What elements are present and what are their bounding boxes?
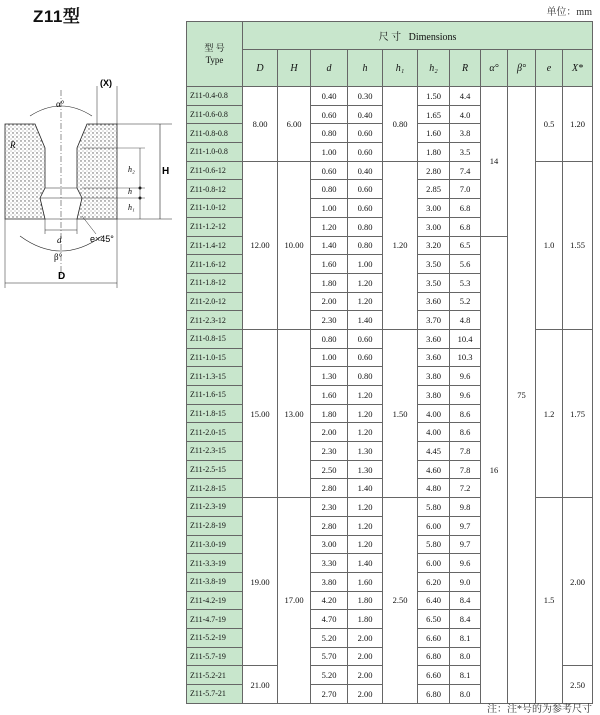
cell-d: 4.70 [311,610,348,629]
cell-R: 8.4 [450,610,481,629]
type-header: 型 号 Type [187,22,243,87]
type-cell: Z11-1.3-15 [187,367,243,386]
cell-d: 1.00 [311,199,348,218]
cell-d: 0.80 [311,180,348,199]
cell-R: 7.4 [450,161,481,180]
cell-h: 0.40 [348,161,383,180]
cell-h2: 6.40 [418,591,450,610]
type-cell: Z11-1.2-12 [187,217,243,236]
col-header: D [243,50,278,87]
cell-h: 2.00 [348,685,383,704]
cell-R: 8.6 [450,423,481,442]
cell-d: 1.80 [311,404,348,423]
type-cell: Z11-2.3-15 [187,442,243,461]
cell-h: 1.20 [348,292,383,311]
cell-R: 9.6 [450,554,481,573]
beta-label: β° [54,252,63,262]
cell-alpha: 16 [481,236,508,703]
page-title: Z11型 [33,7,81,26]
type-cell: Z11-3.0-19 [187,535,243,554]
cell-h: 1.20 [348,386,383,405]
cell-h2: 5.80 [418,535,450,554]
cell-R: 9.7 [450,516,481,535]
type-cell: Z11-2.3-19 [187,498,243,517]
cell-h2: 3.60 [418,292,450,311]
cell-h: 0.60 [348,348,383,367]
cell-d: 1.00 [311,348,348,367]
cell-d: 1.00 [311,143,348,162]
cell-R: 6.5 [450,236,481,255]
cell-h2: 2.85 [418,180,450,199]
cell-h2: 3.80 [418,386,450,405]
col-header: β° [508,50,536,87]
cell-h: 0.60 [348,124,383,143]
dimensions-header: 尺 寸 Dimensions [243,22,593,50]
cell-h: 0.60 [348,143,383,162]
cell-h: 1.30 [348,442,383,461]
cell-h2: 6.00 [418,554,450,573]
cell-R: 10.3 [450,348,481,367]
cell-h: 0.80 [348,236,383,255]
type-cell: Z11-0.8-15 [187,329,243,348]
cell-h1: 1.20 [383,161,418,329]
type-cell: Z11-4.2-19 [187,591,243,610]
d-label: d [57,235,62,245]
type-cell: Z11-5.2-21 [187,666,243,685]
cell-R: 6.8 [450,199,481,218]
cell-alpha: 14 [481,87,508,237]
cell-R: 8.0 [450,647,481,666]
cell-e: 1.0 [536,161,563,329]
cell-h: 1.20 [348,498,383,517]
type-cell: Z11-2.0-12 [187,292,243,311]
cell-h2: 6.60 [418,628,450,647]
cell-R: 7.0 [450,180,481,199]
type-cell: Z11-2.5-15 [187,460,243,479]
col-header: h₂ [418,50,450,87]
cell-R: 3.8 [450,124,481,143]
cell-d: 2.80 [311,479,348,498]
cell-R: 9.6 [450,386,481,405]
col-header: h [348,50,383,87]
cell-x: 1.75 [563,329,593,497]
cell-e: 1.2 [536,329,563,497]
table-row [187,87,593,106]
cell-h: 2.00 [348,647,383,666]
cell-d: 21.00 [243,666,278,703]
cell-d: 1.60 [311,386,348,405]
col-header: H [278,50,311,87]
type-cell: Z11-5.2-19 [187,628,243,647]
cell-d: 12.00 [243,161,278,329]
cell-h1: 1.50 [383,329,418,497]
r-label: R [10,140,16,150]
type-cell: Z11-0.8-0.8 [187,124,243,143]
type-cell: Z11-1.0-0.8 [187,143,243,162]
cell-h: 1.60 [348,572,383,591]
cell-h2: 3.50 [418,255,450,274]
cell-h: 2.00 [348,666,383,685]
cell-d: 8.00 [243,87,278,162]
cell-h2: 4.80 [418,479,450,498]
cell-h: 1.20 [348,273,383,292]
cell-R: 7.2 [450,479,481,498]
cell-d: 2.30 [311,498,348,517]
cell-h2: 3.50 [418,273,450,292]
type-cell: Z11-0.4-0.8 [187,87,243,106]
type-cell: Z11-0.8-12 [187,180,243,199]
cell-h: 1.20 [348,535,383,554]
cell-d: 1.60 [311,255,348,274]
cell-d: 0.60 [311,161,348,180]
cell-h2: 3.20 [418,236,450,255]
cell-d: 3.30 [311,554,348,573]
cell-h: 1.80 [348,591,383,610]
cell-h: 13.00 [278,329,311,497]
cell-e: 0.5 [536,87,563,162]
cell-h: 0.60 [348,199,383,218]
type-cell: Z11-4.7-19 [187,610,243,629]
type-cell: Z11-0.6-12 [187,161,243,180]
cell-R: 4.0 [450,105,481,124]
h-label: h [128,187,132,196]
cell-h2: 1.60 [418,124,450,143]
cell-h2: 6.50 [418,610,450,629]
col-header: d [311,50,348,87]
cell-R: 10.4 [450,329,481,348]
specification-table [186,21,593,704]
cell-h2: 4.60 [418,460,450,479]
type-cell: Z11-2.8-19 [187,516,243,535]
cell-d: 2.30 [311,311,348,330]
cell-d: 19.00 [243,498,278,666]
h2-label: h₂ [128,165,135,174]
cell-R: 8.0 [450,685,481,704]
cell-beta: 75 [508,87,536,704]
cell-h: 1.20 [348,516,383,535]
cell-h2: 1.65 [418,105,450,124]
cell-R: 7.8 [450,442,481,461]
cell-d: 2.50 [311,460,348,479]
cell-h2: 1.50 [418,87,450,106]
cell-h2: 2.80 [418,161,450,180]
cell-h: 2.00 [348,628,383,647]
cell-h: 0.80 [348,217,383,236]
cell-R: 9.7 [450,535,481,554]
cell-h: 1.40 [348,311,383,330]
cell-h: 0.40 [348,105,383,124]
cell-h2: 6.80 [418,647,450,666]
cell-h2: 3.60 [418,348,450,367]
cell-R: 9.8 [450,498,481,517]
cell-h2: 3.70 [418,311,450,330]
cell-R: 4.4 [450,87,481,106]
cell-h: 0.30 [348,87,383,106]
unit-label: 单位：mm [546,7,592,18]
cell-R: 8.1 [450,628,481,647]
h1-label: h₁ [128,203,135,212]
cell-R: 7.8 [450,460,481,479]
cell-R: 5.3 [450,273,481,292]
cell-x: 1.20 [563,87,593,162]
cell-R: 5.2 [450,292,481,311]
x-label: (X) [100,78,112,88]
cell-h2: 3.00 [418,217,450,236]
cell-d: 3.00 [311,535,348,554]
cell-h: 1.40 [348,479,383,498]
cell-h2: 3.80 [418,367,450,386]
cell-x: 2.00 [563,498,593,666]
cell-x: 1.55 [563,161,593,329]
cell-d: 0.80 [311,329,348,348]
cell-h: 1.40 [348,554,383,573]
cell-R: 8.4 [450,591,481,610]
cell-R: 4.8 [450,311,481,330]
type-cell: Z11-1.6-12 [187,255,243,274]
cell-h2: 4.00 [418,404,450,423]
e45-label: e×45° [90,234,114,244]
wheel-cross-section-diagram [0,76,180,296]
cell-h1: 0.80 [383,87,418,162]
cell-d: 4.20 [311,591,348,610]
cell-h: 17.00 [278,498,311,704]
cell-h: 0.80 [348,367,383,386]
cell-d: 15.00 [243,329,278,497]
type-cell: Z11-1.4-12 [187,236,243,255]
type-cell: Z11-1.0-12 [187,199,243,218]
type-cell: Z11-5.7-21 [187,685,243,704]
cell-h2: 6.60 [418,666,450,685]
cell-d: 5.20 [311,666,348,685]
cell-h2: 4.45 [418,442,450,461]
cell-d: 3.80 [311,572,348,591]
cell-d: 1.40 [311,236,348,255]
type-cell: Z11-0.6-0.8 [187,105,243,124]
footnote: 注：注*号的为参考尺寸 [487,704,592,715]
cell-d: 1.20 [311,217,348,236]
cell-d: 2.00 [311,292,348,311]
d-outer-label: D [58,271,66,282]
cell-h: 1.80 [348,610,383,629]
cell-d: 2.30 [311,442,348,461]
cell-h: 1.00 [348,255,383,274]
cell-x: 2.50 [563,666,593,703]
cell-d: 1.80 [311,273,348,292]
cell-h2: 6.20 [418,572,450,591]
type-cell: Z11-1.8-12 [187,273,243,292]
cell-h2: 6.00 [418,516,450,535]
col-header: α° [481,50,508,87]
type-cell: Z11-1.8-15 [187,404,243,423]
cell-h2: 4.00 [418,423,450,442]
col-header: R [450,50,481,87]
cell-R: 3.5 [450,143,481,162]
cell-h2: 3.60 [418,329,450,348]
left-section [5,124,45,219]
type-cell: Z11-1.6-15 [187,386,243,405]
type-cell: Z11-3.8-19 [187,572,243,591]
cell-h: 1.20 [348,423,383,442]
cell-d: 2.80 [311,516,348,535]
type-cell: Z11-5.7-19 [187,647,243,666]
cell-h: 6.00 [278,87,311,162]
cell-h: 0.60 [348,329,383,348]
cell-d: 0.40 [311,87,348,106]
cell-d: 5.70 [311,647,348,666]
right-section [77,124,117,219]
cell-R: 8.1 [450,666,481,685]
type-cell: Z11-1.0-15 [187,348,243,367]
cell-h1: 2.50 [383,498,418,704]
col-header: X* [563,50,593,87]
col-header: e [536,50,563,87]
cell-e: 1.5 [536,498,563,704]
cell-R: 8.6 [450,404,481,423]
col-header: h₁ [383,50,418,87]
cell-h2: 5.80 [418,498,450,517]
cell-d: 0.80 [311,124,348,143]
cell-R: 9.0 [450,572,481,591]
cell-d: 5.20 [311,628,348,647]
cell-h: 0.60 [348,180,383,199]
cell-h: 10.00 [278,161,311,329]
cell-R: 5.6 [450,255,481,274]
cell-h: 1.20 [348,404,383,423]
cell-d: 2.00 [311,423,348,442]
type-cell: Z11-2.3-12 [187,311,243,330]
cell-h2: 1.80 [418,143,450,162]
type-cell: Z11-2.0-15 [187,423,243,442]
cell-h2: 3.00 [418,199,450,218]
cell-d: 2.70 [311,685,348,704]
cell-d: 1.30 [311,367,348,386]
cell-h: 1.30 [348,460,383,479]
cell-R: 9.6 [450,367,481,386]
cell-R: 6.8 [450,217,481,236]
type-cell: Z11-3.3-19 [187,554,243,573]
type-cell: Z11-2.8-15 [187,479,243,498]
h-total-label: H [162,166,170,177]
cell-d: 0.60 [311,105,348,124]
cell-h2: 6.80 [418,685,450,704]
alpha-label: α° [56,99,65,109]
